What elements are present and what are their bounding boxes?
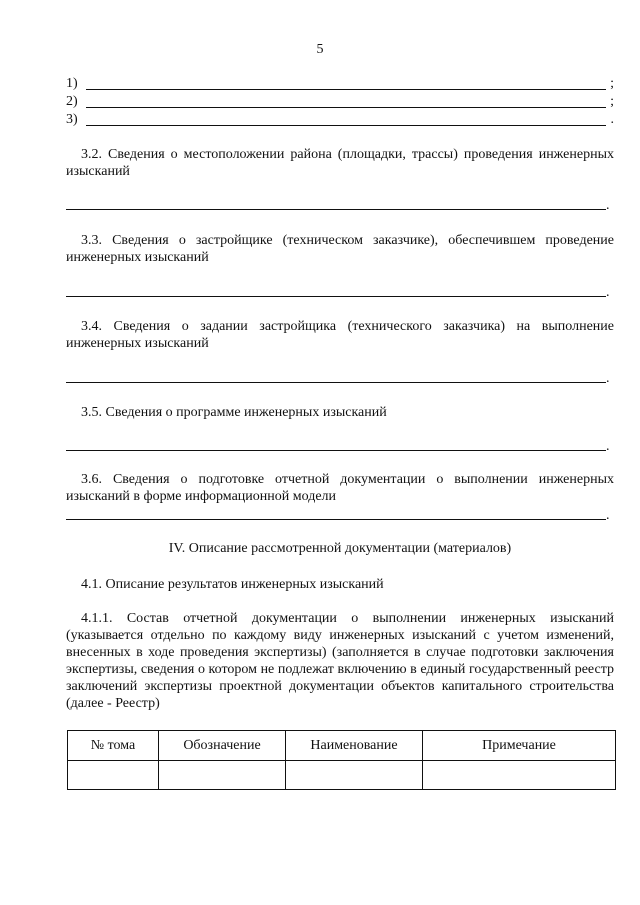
table-row [68,761,616,790]
fill-line [86,125,606,126]
page-number: 5 [316,42,324,57]
fill-line-end-mark: . [606,508,610,523]
numbered-line-1 [66,76,614,94]
section-3-4-text: 3.4. Сведения о задании застройщика (технического заказчика) на выполнение инженерных изысканий [66,319,614,351]
fill-line-3-6 [66,519,606,520]
table-header-row [68,731,616,761]
section-3-6-text: 3.6. Сведения о подготовке отчетной документации о выполнении инженерных изысканий в форме информационной модели [66,472,614,504]
table-cell [423,761,616,790]
table-cell [68,761,159,790]
fill-line-3-5 [66,450,606,451]
fill-line [86,107,606,108]
line-end-mark: . [610,112,614,127]
fill-line-end-mark: . [606,285,610,300]
column-header-designation: Обозначение [159,731,286,761]
table-cell [286,761,423,790]
section-3-3-text: 3.3. Сведения о застройщике (техническом заказчике), обеспечившем проведение инженерных изысканий [66,233,614,265]
fill-line-end-mark: . [606,371,610,386]
fill-line-end-mark: . [606,439,610,454]
numbered-line-3 [66,112,614,130]
section-4-1-1-text: 4.1.1. Состав отчетной документации о выполнении инженерных изысканий (указывается отдельно по каждому виду инженерных изысканий с учетом изменений, внесенных в ходе проведения экспертизы) (заполняется в случае подготовки заключения экспертизы, сведения о котором не подлежат включению в единый государственный реестр заключений экспертизы проектной документации объектов капитального строительства (далее - Реестр) [66,611,614,711]
fill-line-3-2 [66,209,606,210]
column-header-name: Наименование [286,731,423,761]
numbered-line-2 [66,94,614,112]
section-3-5-text: 3.5. Сведения о программе инженерных изысканий [81,405,387,420]
line-number: 3) [66,112,78,127]
section-iv-heading: IV. Описание рассмотренной документации (материалов) [168,541,512,556]
line-number: 1) [66,76,78,91]
line-end-mark: ; [610,94,614,109]
column-header-note: Примечание [423,731,616,761]
line-end-mark: ; [610,76,614,91]
fill-line-end-mark: . [606,198,610,213]
table-cell [159,761,286,790]
documents-table [67,730,616,790]
section-3-2-text: 3.2. Сведения о местоположении района (площадки, трассы) проведения инженерных изысканий [66,147,614,179]
section-4-1-text: 4.1. Описание результатов инженерных изысканий [81,577,384,592]
fill-line-3-4 [66,382,606,383]
line-number: 2) [66,94,78,109]
fill-line [86,89,606,90]
column-header-volume: № тома [68,731,159,761]
fill-line-3-3 [66,296,606,297]
